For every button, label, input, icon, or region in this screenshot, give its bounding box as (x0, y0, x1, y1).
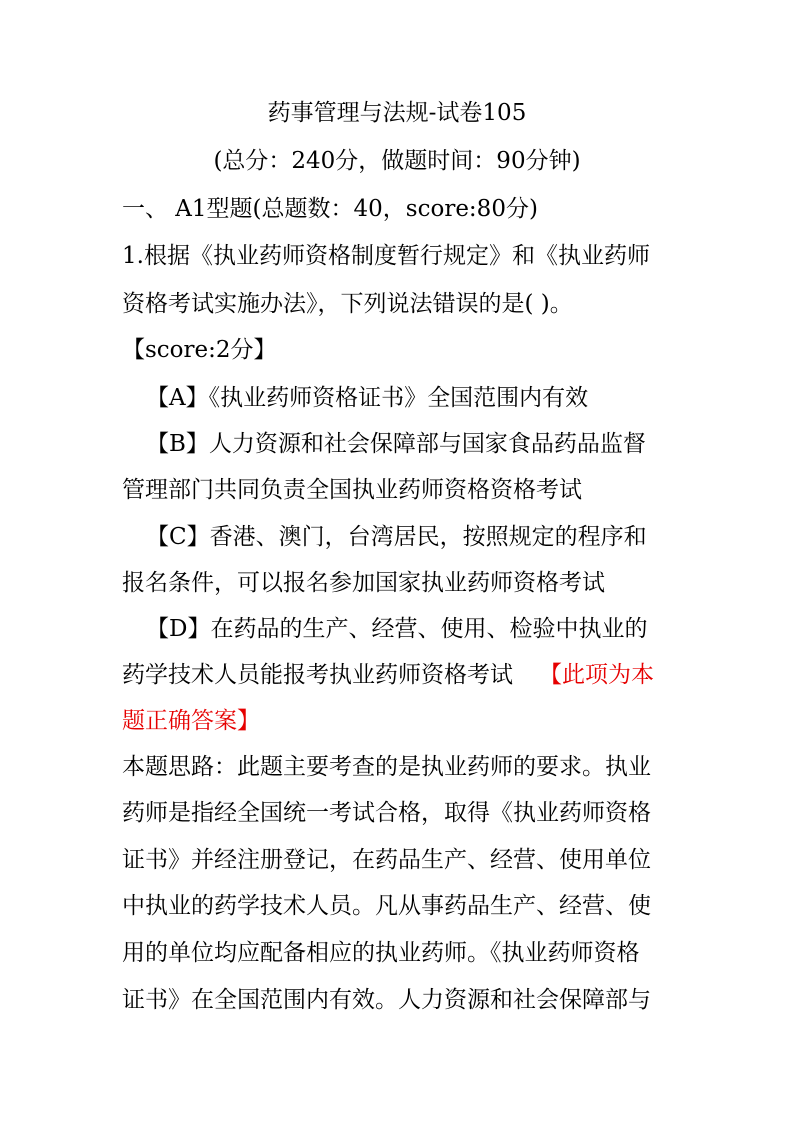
correct-answer-mark: 【此项为本 (539, 662, 654, 688)
correct-answer-mark-continued: 题正确答案】 (122, 708, 260, 734)
explanation-line-5: 用的单位均应配备相应的执业药师。《执业药师资格 (122, 940, 640, 966)
option-d-line-2 (122, 660, 677, 690)
option-c-line-2: 报名条件，可以报名参加国家执业药师资格考试 (122, 570, 605, 596)
option-b-line-2: 管理部门共同负责全国执业药师资格资格考试 (122, 477, 582, 503)
explanation-line-1: 本题思路：此题主要考查的是执业药师的要求。执业 (122, 754, 651, 780)
explanation-line-2: 药师是指经全国统一考试合格，取得《执业药师资格 (122, 800, 651, 826)
exam-title: 药事管理与法规-试卷105 (267, 100, 527, 126)
explanation-line-4: 中执业的药学技术人员。凡从事药品生产、经营、使 (122, 893, 651, 919)
option-b-line-1: 【B】人力资源和社会保障部与国家食品药品监督 (146, 431, 646, 457)
section-heading: 一、 A1型题(总题数：40，score:80分) (122, 196, 538, 222)
option-d-text: 药学技术人员能报考执业药师资格考试 (122, 662, 513, 688)
explanation-line-6: 证书》在全国范围内有效。人力资源和社会保障部与 (122, 987, 651, 1013)
exam-subtitle: (总分：240分，做题时间：90分钟) (213, 148, 581, 174)
option-a: 【A】《执业药师资格证书》全国范围内有效 (146, 385, 589, 411)
option-c-line-1: 【C】香港、澳门，台湾居民，按照规定的程序和 (146, 524, 647, 550)
question-stem-line-2: 资格考试实施办法》，下列说法错误的是( )。 (122, 291, 573, 317)
question-stem-line-1: 1.根据《执业药师资格制度暂行规定》和《执业药师 (122, 243, 650, 269)
explanation-line-3: 证书》并经注册登记，在药品生产、经营、使用单位 (122, 847, 651, 873)
option-d-line-1: 【D】在药品的生产、经营、使用、检验中执业的 (146, 616, 648, 642)
question-score: 【score:2分】 (122, 337, 277, 363)
